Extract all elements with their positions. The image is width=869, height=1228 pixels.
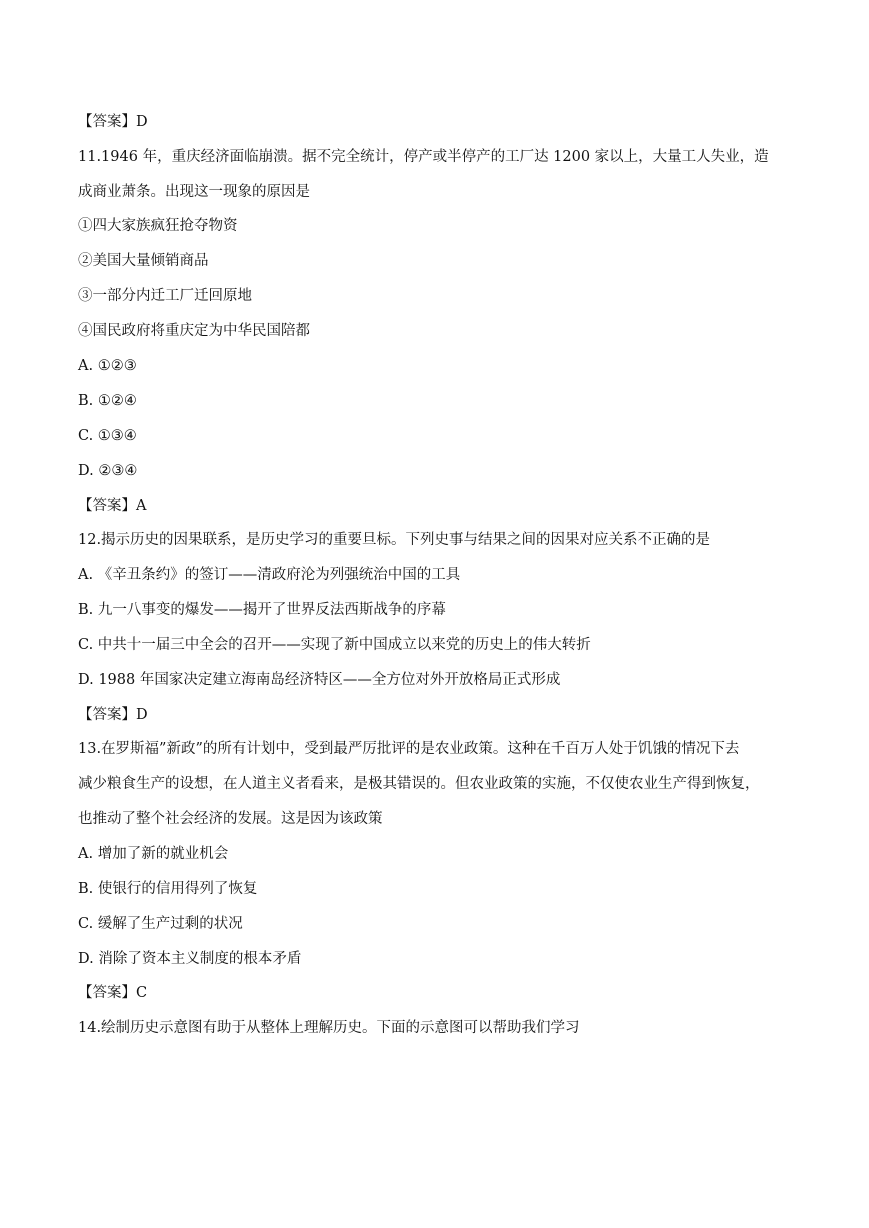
question-11-item-4: ④国民政府将重庆定为中华民国陪都 bbox=[78, 323, 310, 339]
question-11-option-c: C. ①③④ bbox=[78, 428, 137, 444]
answer-q13: 【答案】C bbox=[78, 985, 148, 1001]
question-13-stem-line3: 也推动了整个社会经济的发展。这是因为该政策 bbox=[78, 811, 383, 827]
question-13-option-a: A. 增加了新的就业机会 bbox=[78, 846, 229, 862]
question-11-item-2: ②美国大量倾销商品 bbox=[78, 253, 209, 269]
question-13-option-c: C. 缓解了生产过剩的状况 bbox=[78, 916, 243, 932]
question-11-option-a: A. ①②③ bbox=[78, 358, 137, 374]
answer-q10: 【答案】D bbox=[78, 114, 148, 130]
question-13-option-b: B. 使银行的信用得列了恢复 bbox=[78, 881, 258, 897]
question-11-item-3: ③一部分内迁工厂迁回原地 bbox=[78, 288, 252, 304]
question-13-stem-line1: 13.在罗斯福”新政”的所有计划中，受到最严厉批评的是农业政策。这种在千百万人处于饥饿的情况下去 bbox=[78, 741, 740, 757]
answer-q11: 【答案】A bbox=[78, 498, 147, 514]
question-11-option-b: B. ①②④ bbox=[78, 393, 137, 409]
question-12-option-a: A. 《辛丑条约》的签订——清政府沦为列强统治中国的工具 bbox=[78, 567, 461, 583]
question-13-option-d: D. 消除了资本主义制度的根本矛盾 bbox=[78, 951, 302, 967]
question-12-stem: 12.揭示历史的因果联系，是历史学习的重要旦标。下列史事与结果之间的因果对应关系不正确的是 bbox=[78, 532, 711, 548]
question-13-stem-line2: 减少粮食生产的设想，在人道主义者看来，是极其错误的。但农业政策的实施，不仅使农业生产得到恢复， bbox=[78, 776, 760, 792]
question-11-stem-line1: 11.1946 年，重庆经济面临崩溃。据不完全统计，停产或半停产的工厂达 1200 家以上，大量工人失业，造 bbox=[78, 149, 769, 165]
question-14-stem: 14.绘制历史示意图有助于从整体上理解历史。下面的示意图可以帮助我们学习 bbox=[78, 1020, 580, 1036]
answer-q12: 【答案】D bbox=[78, 707, 148, 723]
question-11-item-1: ①四大家族疯狂抢夺物资 bbox=[78, 218, 238, 234]
question-12-option-d: D. 1988 年国家决定建立海南岛经济特区——全方位对外开放格局正式形成 bbox=[78, 672, 561, 688]
question-11-stem-line2: 成商业萧条。出现这一现象的原因是 bbox=[78, 184, 310, 200]
question-12-option-b: B. 九一八事变的爆发——揭开了世界反法西斯战争的序幕 bbox=[78, 602, 446, 618]
question-11-option-d: D. ②③④ bbox=[78, 463, 138, 479]
question-12-option-c: C. 中共十一届三中全会的召开——实现了新中国成立以来党的历史上的伟大转折 bbox=[78, 637, 591, 653]
